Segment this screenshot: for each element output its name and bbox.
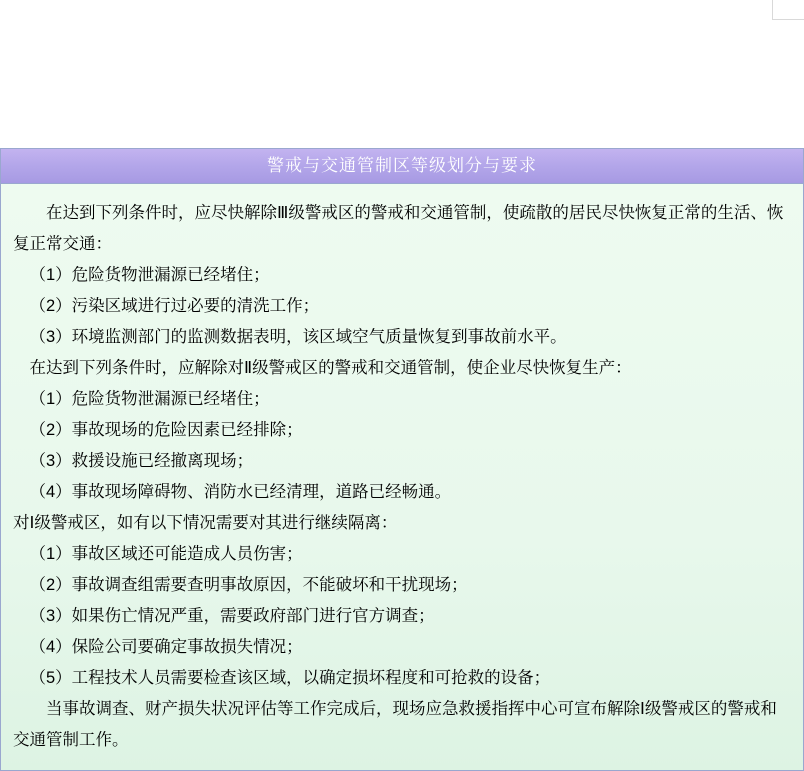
content-panel [0, 148, 804, 771]
body-line: （4）事故现场障碍物、消防水已经清理，道路已经畅通。 [29, 483, 452, 501]
panel-title: 警戒与交通管制区等级划分与要求 [1, 149, 803, 184]
body-line: 在达到下列条件时，应尽快解除Ⅲ级警戒区的警戒和交通管制，使疏散的居民尽快恢复正常的生活、恢复正常交通： [13, 204, 784, 253]
body-line: （2）事故现场的危险因素已经排除； [29, 421, 303, 439]
body-line: 对Ⅰ级警戒区，如有以下情况需要对其进行继续隔离： [13, 514, 398, 532]
body-line: （4）保险公司要确定事故损失情况； [29, 638, 303, 656]
body-line: （5）工程技术人员需要检查该区域，以确定损坏程度和可抢救的设备； [29, 669, 551, 687]
panel-body [1, 184, 803, 770]
body-line: （1）危险货物泄漏源已经堵住； [29, 266, 270, 284]
body-line: （3）如果伤亡情况严重，需要政府部门进行官方调查； [29, 607, 435, 625]
body-line: （2）污染区域进行过必要的清洗工作； [29, 297, 320, 315]
body-line: 在达到下列条件时，应解除对Ⅱ级警戒区的警戒和交通管制，使企业尽快恢复生产： [29, 359, 632, 377]
body-line: （1）事故区域还可能造成人员伤害； [29, 545, 303, 563]
body-line: （2）事故调查组需要查明事故原因，不能破坏和干扰现场； [29, 576, 468, 594]
body-line: （3）环境监测部门的监测数据表明，该区域空气质量恢复到事故前水平。 [29, 328, 567, 346]
body-line: （1）危险货物泄漏源已经堵住； [29, 390, 270, 408]
body-line: 当事故调查、财产损失状况评估等工作完成后，现场应急救援指挥中心可宣布解除Ⅰ级警戒区的警戒和交通管制工作。 [13, 700, 777, 749]
body-line: （3）救援设施已经撤离现场； [29, 452, 254, 470]
corner-placeholder-box [772, 0, 804, 20]
